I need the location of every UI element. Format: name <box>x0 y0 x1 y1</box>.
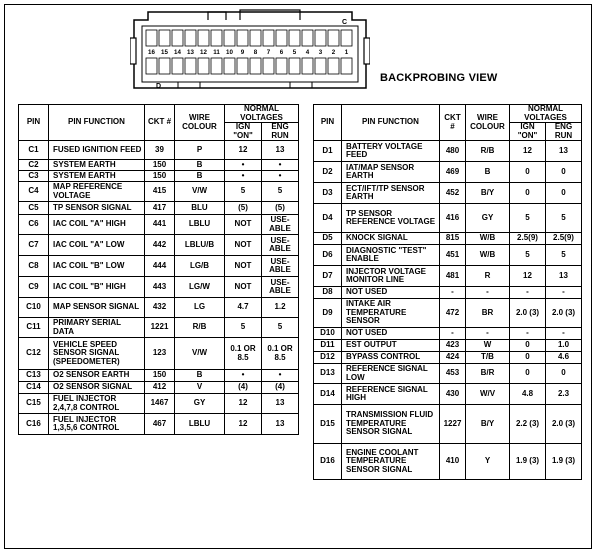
ckt-cell: 472 <box>440 299 466 328</box>
ckt-cell: 150 <box>145 160 175 171</box>
ign-on-cell: 0 <box>510 364 546 384</box>
pin-cell: C6 <box>19 215 49 235</box>
table-row <box>19 414 299 435</box>
ckt-cell: 815 <box>440 233 466 245</box>
wire-colour-cell: R <box>466 266 510 287</box>
header-normal-voltages: NORMAL VOLTAGES <box>510 105 582 123</box>
ign-on-cell: • <box>225 160 262 171</box>
ckt-cell: 469 <box>440 162 466 183</box>
pin-function-cell: O2 SENSOR EARTH <box>49 370 145 382</box>
pin-table-d <box>313 104 582 480</box>
eng-run-cell: - <box>546 287 582 299</box>
eng-run-cell: 2.3 <box>546 384 582 405</box>
eng-run-cell: 13 <box>262 414 299 435</box>
pin-function-cell: ECT/IFT/TP SENSOR EARTH <box>342 183 440 204</box>
eng-run-cell: • <box>262 370 299 382</box>
connector-pin-number: 2 <box>331 49 336 56</box>
connector-pin-number: 3 <box>318 49 323 56</box>
eng-run-cell: • <box>262 171 299 182</box>
ign-on-cell: (4) <box>225 382 262 394</box>
pin-function-cell: PRIMARY SERIAL DATA <box>49 318 145 338</box>
wire-colour-cell: B <box>175 370 225 382</box>
pin-cell: C16 <box>19 414 49 435</box>
header-ckt: CKT # <box>145 105 175 141</box>
header-eng-run: ENG RUN <box>262 123 299 141</box>
header-eng-run: ENG RUN <box>546 123 582 141</box>
ckt-cell: 423 <box>440 340 466 352</box>
pin-cell: C7 <box>19 235 49 256</box>
table-row <box>314 352 582 364</box>
wire-colour-cell: LG/W <box>175 277 225 298</box>
ign-on-cell: 12 <box>225 394 262 414</box>
wire-colour-cell: B/R <box>466 364 510 384</box>
eng-run-cell: 5 <box>546 204 582 233</box>
ign-on-cell: 5 <box>225 318 262 338</box>
backprobing-view-label: BACKPROBING VIEW <box>380 72 498 84</box>
eng-run-cell: 2.0 (3) <box>546 299 582 328</box>
pin-cell: D4 <box>314 204 342 233</box>
ign-on-cell: 5 <box>510 245 546 266</box>
wire-colour-cell: LG/B <box>175 256 225 277</box>
table-row <box>19 394 299 414</box>
ckt-cell: 442 <box>145 235 175 256</box>
eng-run-cell: 1.0 <box>546 340 582 352</box>
ckt-cell: - <box>440 328 466 340</box>
eng-run-cell: (5) <box>262 202 299 215</box>
eng-run-cell: 5 <box>546 245 582 266</box>
eng-run-cell: 0.1 OR 8.5 <box>262 338 299 370</box>
pin-cell: C10 <box>19 298 49 318</box>
table-row <box>314 384 582 405</box>
pin-function-cell: TRANSMISSION FLUID TEMPERATURE SENSOR SIGNAL <box>342 405 440 444</box>
ign-on-cell: 2.0 (3) <box>510 299 546 328</box>
wire-colour-cell: B/Y <box>466 405 510 444</box>
table-row <box>19 215 299 235</box>
wire-colour-cell: V <box>175 382 225 394</box>
ckt-cell: 150 <box>145 370 175 382</box>
pin-cell: D3 <box>314 183 342 204</box>
table-row <box>314 287 582 299</box>
table-row <box>314 364 582 384</box>
connector-label-c: C <box>342 19 348 26</box>
ign-on-cell: 0 <box>510 352 546 364</box>
pin-function-cell: IAC COIL "B" HIGH <box>49 277 145 298</box>
wire-colour-cell: W/V <box>466 384 510 405</box>
eng-run-cell: USE- ABLE <box>262 235 299 256</box>
table-row <box>314 245 582 266</box>
eng-run-cell: 5 <box>262 182 299 202</box>
pin-cell: D14 <box>314 384 342 405</box>
ckt-cell: 416 <box>440 204 466 233</box>
eng-run-cell: 13 <box>546 266 582 287</box>
pin-cell: D12 <box>314 352 342 364</box>
connector-diagram <box>130 8 370 94</box>
pin-function-cell: TP SENSOR SIGNAL <box>49 202 145 215</box>
header-pin-function: PIN FUNCTION <box>342 105 440 141</box>
pin-function-cell: IAC COIL "A" LOW <box>49 235 145 256</box>
pin-cell: C15 <box>19 394 49 414</box>
eng-run-cell: USE- ABLE <box>262 256 299 277</box>
pin-cell: C11 <box>19 318 49 338</box>
ckt-cell: 415 <box>145 182 175 202</box>
eng-run-cell: 0 <box>546 364 582 384</box>
wire-colour-cell: T/B <box>466 352 510 364</box>
ckt-cell: 443 <box>145 277 175 298</box>
pin-cell: C3 <box>19 171 49 182</box>
pin-function-cell: BYPASS CONTROL <box>342 352 440 364</box>
eng-run-cell: 4.6 <box>546 352 582 364</box>
header-ckt: CKT # <box>440 105 466 141</box>
ckt-cell: 444 <box>145 256 175 277</box>
ign-on-cell: - <box>510 328 546 340</box>
ign-on-cell: 12 <box>225 141 262 160</box>
header-ign-on: IGN "ON" <box>225 123 262 141</box>
ign-on-cell: 5 <box>225 182 262 202</box>
ckt-cell: 451 <box>440 245 466 266</box>
pin-cell: D11 <box>314 340 342 352</box>
pin-cell: C4 <box>19 182 49 202</box>
table-row <box>19 235 299 256</box>
pin-cell: C5 <box>19 202 49 215</box>
pin-cell: C13 <box>19 370 49 382</box>
wire-colour-cell: Y <box>466 444 510 480</box>
wire-colour-cell: V/W <box>175 338 225 370</box>
pin-function-cell: NOT USED <box>342 287 440 299</box>
ckt-cell: 1221 <box>145 318 175 338</box>
table-row <box>19 171 299 182</box>
table-row <box>314 204 582 233</box>
wire-colour-cell: P <box>175 141 225 160</box>
wire-colour-cell: LBLU <box>175 215 225 235</box>
pin-cell: C2 <box>19 160 49 171</box>
pin-function-cell: BATTERY VOLTAGE FEED <box>342 141 440 162</box>
connector-pin-number: 16 <box>148 49 155 56</box>
eng-run-cell: 13 <box>262 141 299 160</box>
header-pin-function: PIN FUNCTION <box>49 105 145 141</box>
pin-cell: D16 <box>314 444 342 480</box>
wire-colour-cell: W/B <box>466 233 510 245</box>
pin-cell: D8 <box>314 287 342 299</box>
ign-on-cell: 12 <box>510 141 546 162</box>
pin-cell: D7 <box>314 266 342 287</box>
pin-cell: D9 <box>314 299 342 328</box>
header-pin: PIN <box>314 105 342 141</box>
wire-colour-cell: B <box>175 171 225 182</box>
top-pin-row <box>146 30 352 46</box>
table-row <box>314 183 582 204</box>
bottom-pin-row <box>146 58 352 74</box>
wire-colour-cell: B/Y <box>466 183 510 204</box>
wire-colour-cell: LBLU <box>175 414 225 435</box>
ckt-cell: 480 <box>440 141 466 162</box>
ign-on-cell: NOT <box>225 256 262 277</box>
pin-cell: C8 <box>19 256 49 277</box>
pin-function-cell: SYSTEM EARTH <box>49 160 145 171</box>
eng-run-cell: 0 <box>546 183 582 204</box>
pin-function-cell: IAC COIL "A" HIGH <box>49 215 145 235</box>
ign-on-cell: 12 <box>510 266 546 287</box>
ckt-cell: 417 <box>145 202 175 215</box>
pin-function-cell: NOT USED <box>342 328 440 340</box>
eng-run-cell: 13 <box>262 394 299 414</box>
ign-on-cell: NOT <box>225 235 262 256</box>
wire-colour-cell: LG <box>175 298 225 318</box>
wire-colour-cell: GY <box>466 204 510 233</box>
connector-pin-number: 4 <box>305 49 310 56</box>
pin-function-cell: EST OUTPUT <box>342 340 440 352</box>
table-row <box>19 141 299 160</box>
pin-cell: C12 <box>19 338 49 370</box>
eng-run-cell: • <box>262 160 299 171</box>
pin-function-cell: INJECTOR VOLTAGE MONITOR LINE <box>342 266 440 287</box>
table-row <box>19 160 299 171</box>
ign-on-cell: - <box>510 287 546 299</box>
ign-on-cell: 0.1 OR 8.5 <box>225 338 262 370</box>
table-row <box>314 444 582 480</box>
table-row <box>314 266 582 287</box>
wire-colour-cell: GY <box>175 394 225 414</box>
pin-cell: C1 <box>19 141 49 160</box>
connector-pin-number: 15 <box>161 49 168 56</box>
table-row <box>19 202 299 215</box>
header-ign-on: IGN "ON" <box>510 123 546 141</box>
ckt-cell: 430 <box>440 384 466 405</box>
table-row <box>314 233 582 245</box>
table-row <box>314 299 582 328</box>
eng-run-cell: USE- ABLE <box>262 277 299 298</box>
wire-colour-cell: - <box>466 287 510 299</box>
pin-function-cell: REFERENCE SIGNAL LOW <box>342 364 440 384</box>
connector-pin-number: 9 <box>240 49 245 56</box>
table-row <box>314 141 582 162</box>
wire-colour-cell: LBLU/B <box>175 235 225 256</box>
table-row <box>19 382 299 394</box>
pin-function-cell: IAT/MAP SENSOR EARTH <box>342 162 440 183</box>
ign-on-cell: (5) <box>225 202 262 215</box>
pin-cell: D15 <box>314 405 342 444</box>
ign-on-cell: 0 <box>510 183 546 204</box>
ckt-cell: 424 <box>440 352 466 364</box>
pin-cell: D6 <box>314 245 342 266</box>
ign-on-cell: NOT <box>225 277 262 298</box>
pin-function-cell: ENGINE COOLANT TEMPERATURE SENSOR SIGNAL <box>342 444 440 480</box>
ign-on-cell: 2.2 (3) <box>510 405 546 444</box>
pin-function-cell: IAC COIL "B" LOW <box>49 256 145 277</box>
wire-colour-cell: B <box>466 162 510 183</box>
table-row <box>19 338 299 370</box>
pin-function-cell: FUEL INJECTOR 2,4,7,8 CONTROL <box>49 394 145 414</box>
pin-cell: D10 <box>314 328 342 340</box>
table-row <box>19 370 299 382</box>
pin-function-cell: FUSED IGNITION FEED <box>49 141 145 160</box>
pin-function-cell: TP SENSOR REFERENCE VOLTAGE <box>342 204 440 233</box>
pin-cell: D1 <box>314 141 342 162</box>
wire-colour-cell: W/B <box>466 245 510 266</box>
ign-on-cell: 0 <box>510 340 546 352</box>
ckt-cell: 1467 <box>145 394 175 414</box>
table-row <box>19 256 299 277</box>
wire-colour-cell: R/B <box>175 318 225 338</box>
header-wire-colour: WIRE COLOUR <box>466 105 510 141</box>
ign-on-cell: 1.9 (3) <box>510 444 546 480</box>
table-row <box>19 277 299 298</box>
table-row <box>19 318 299 338</box>
ckt-cell: 467 <box>145 414 175 435</box>
ckt-cell: 150 <box>145 171 175 182</box>
ign-on-cell: 4.8 <box>510 384 546 405</box>
connector-pin-number: 13 <box>187 49 194 56</box>
ckt-cell: 39 <box>145 141 175 160</box>
ign-on-cell: 5 <box>510 204 546 233</box>
pin-function-cell: INTAKE AIR TEMPERATURE SENSOR <box>342 299 440 328</box>
connector-pin-number: 7 <box>266 49 271 56</box>
connector-pin-number: 8 <box>253 49 258 56</box>
table-row <box>19 298 299 318</box>
ign-on-cell: 0 <box>510 162 546 183</box>
table-row <box>19 182 299 202</box>
ckt-cell: 412 <box>145 382 175 394</box>
ckt-cell: 432 <box>145 298 175 318</box>
eng-run-cell: 5 <box>262 318 299 338</box>
pin-function-cell: MAP SENSOR SIGNAL <box>49 298 145 318</box>
ckt-cell: 1227 <box>440 405 466 444</box>
pin-cell: D13 <box>314 364 342 384</box>
connector-pin-number: 5 <box>292 49 297 56</box>
pin-function-cell: FUEL INJECTOR 1,3,5,6 CONTROL <box>49 414 145 435</box>
pin-function-cell: DIAGNOSTIC "TEST" ENABLE <box>342 245 440 266</box>
connector-pin-number: 10 <box>226 49 233 56</box>
header-wire-colour: WIRE COLOUR <box>175 105 225 141</box>
wire-colour-cell: - <box>466 328 510 340</box>
wire-colour-cell: BR <box>466 299 510 328</box>
eng-run-cell: 13 <box>546 141 582 162</box>
header-pin: PIN <box>19 105 49 141</box>
table-row <box>314 162 582 183</box>
pin-function-cell: O2 SENSOR SIGNAL <box>49 382 145 394</box>
header-normal-voltages: NORMAL VOLTAGES <box>225 105 299 123</box>
pin-cell: C9 <box>19 277 49 298</box>
pin-table-c <box>18 104 299 435</box>
ign-on-cell: • <box>225 171 262 182</box>
ign-on-cell: 12 <box>225 414 262 435</box>
wire-colour-cell: W <box>466 340 510 352</box>
pin-function-cell: KNOCK SIGNAL <box>342 233 440 245</box>
eng-run-cell: USE- ABLE <box>262 215 299 235</box>
eng-run-cell: 2.5(9) <box>546 233 582 245</box>
ckt-cell: - <box>440 287 466 299</box>
connector-pin-number: 1 <box>344 49 349 56</box>
ign-on-cell: 4.7 <box>225 298 262 318</box>
pin-function-cell: VEHICLE SPEED SENSOR SIGNAL (SPEEDOMETER) <box>49 338 145 370</box>
ign-on-cell: 2.5(9) <box>510 233 546 245</box>
table-row <box>314 405 582 444</box>
wire-colour-cell: B <box>175 160 225 171</box>
pin-cell: D5 <box>314 233 342 245</box>
wire-colour-cell: BLU <box>175 202 225 215</box>
ckt-cell: 410 <box>440 444 466 480</box>
eng-run-cell: 2.0 (3) <box>546 405 582 444</box>
eng-run-cell: 0 <box>546 162 582 183</box>
ign-on-cell: • <box>225 370 262 382</box>
eng-run-cell: - <box>546 328 582 340</box>
ckt-cell: 452 <box>440 183 466 204</box>
connector-pin-number: 11 <box>213 49 220 56</box>
pin-cell: C14 <box>19 382 49 394</box>
ckt-cell: 453 <box>440 364 466 384</box>
eng-run-cell: (4) <box>262 382 299 394</box>
eng-run-cell: 1.2 <box>262 298 299 318</box>
ckt-cell: 123 <box>145 338 175 370</box>
connector-pin-number: 6 <box>279 49 284 56</box>
table-row <box>314 340 582 352</box>
eng-run-cell: 1.9 (3) <box>546 444 582 480</box>
wire-colour-cell: V/W <box>175 182 225 202</box>
pin-function-cell: MAP REFERENCE VOLTAGE <box>49 182 145 202</box>
connector-pin-number: 14 <box>174 49 181 56</box>
pin-cell: D2 <box>314 162 342 183</box>
pin-function-cell: REFERENCE SIGNAL HIGH <box>342 384 440 405</box>
pin-function-cell: SYSTEM EARTH <box>49 171 145 182</box>
wire-colour-cell: R/B <box>466 141 510 162</box>
connector-label-d: D <box>156 83 162 90</box>
connector-pin-number: 12 <box>200 49 207 56</box>
table-row <box>314 328 582 340</box>
ign-on-cell: NOT <box>225 215 262 235</box>
ckt-cell: 481 <box>440 266 466 287</box>
ckt-cell: 441 <box>145 215 175 235</box>
